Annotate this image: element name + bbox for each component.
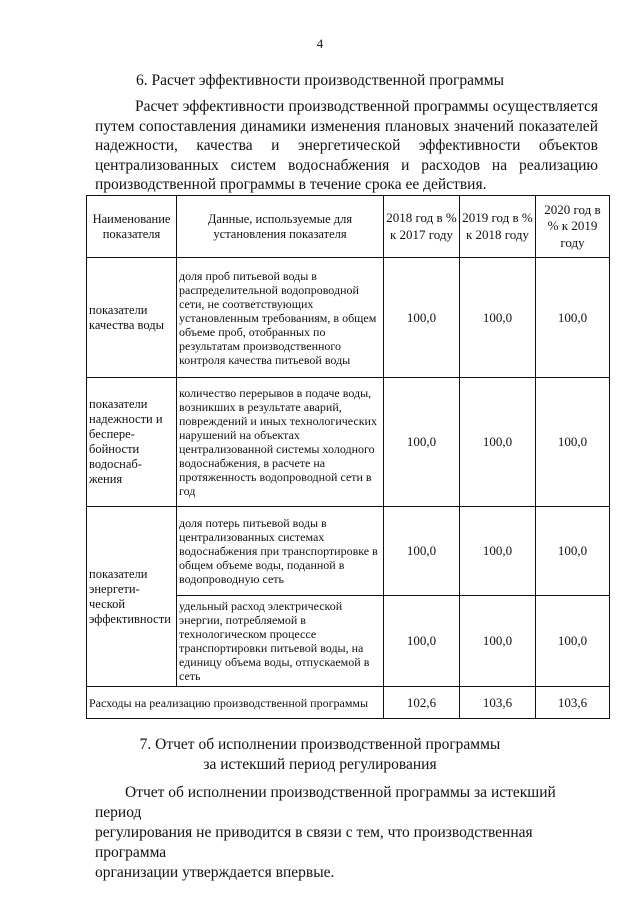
value-2020: 100,0: [536, 507, 610, 596]
paragraph-line: Отчет об исполнении производственной программы за истекший период: [95, 784, 556, 821]
header-data: Данные, используемые для установления показателя: [177, 196, 384, 258]
value-2020: 103,6: [536, 687, 610, 719]
value-2018: 100,0: [384, 258, 460, 378]
paragraph-line: Расчет эффективности производственной программы осуществляется: [135, 98, 598, 115]
section-7-paragraph: [95, 783, 598, 883]
paragraph-line: путем сопоставления динамики изменения плановых значений показателей: [95, 117, 598, 135]
value-2018: 100,0: [384, 378, 460, 507]
group-energy: показатели энергети-ческой эффективности: [87, 507, 177, 687]
table-row: [87, 507, 610, 596]
paragraph-line: надежности, качества и энергетической эффективности объектов: [95, 137, 598, 154]
paragraph-line: организации утверждается впервые.: [95, 864, 335, 881]
expenses-label: Расходы на реализацию производственной программы: [87, 687, 384, 719]
value-2019: 103,6: [460, 687, 536, 719]
table-row-expenses: [87, 687, 610, 719]
table-row: [87, 258, 610, 378]
row-description: доля проб питьевой воды в распределительной водопроводной сети, не соответствующих установленным требованиям, в общем объеме проб, отобранных по результатам производственного контроля качества питьевой воды: [177, 258, 384, 378]
value-2018: 100,0: [384, 507, 460, 596]
section-7-title-line: 7. Отчет об исполнении производственной программы: [139, 736, 501, 753]
value-2019: 100,0: [460, 378, 536, 507]
header-2020: 2020 год в % к 2019 году: [536, 196, 610, 258]
table-header-row: [87, 196, 610, 258]
row-description: количество перерывов в подаче воды, возникших в результате аварий, повреждений и иных технологических нарушений на объектах централизованной системы холодного водоснабжения, в расчете на протяженность водопроводной сети в год: [177, 378, 384, 507]
group-reliability: показатели надежности и беспере-бойности водоснаб-жения: [87, 378, 177, 507]
section-7-title-line: за истекший период регулирования: [203, 756, 437, 773]
value-2020: 100,0: [536, 596, 610, 687]
row-description: доля потерь питьевой воды в централизованных системах водоснабжения при транспортировке в общем объеме воды, поданной в водопроводную сеть: [177, 507, 384, 596]
value-2019: 100,0: [460, 596, 536, 687]
value-2019: 100,0: [460, 507, 536, 596]
value-2020: 100,0: [536, 378, 610, 507]
section-6-paragraph: [95, 97, 598, 195]
section-6-title: 6. Расчет эффективности производственной программы: [136, 72, 504, 89]
value-2018: 100,0: [384, 596, 460, 687]
paragraph-line: регулирования не приводится в связи с тем, что производственная программа: [95, 824, 533, 861]
group-quality: показатели качества воды: [87, 258, 177, 378]
header-2019: 2019 год в % к 2018 году: [460, 196, 536, 258]
value-2020: 100,0: [536, 258, 610, 378]
table-row: [87, 378, 610, 507]
section-7-title: [0, 735, 640, 775]
indicators-table: [86, 195, 610, 719]
header-name: Наименование показателя: [87, 196, 177, 258]
paragraph-line: производственной программы в течение срока ее действия.: [95, 176, 487, 193]
value-2018: 102,6: [384, 687, 460, 719]
header-2018: 2018 год в % к 2017 году: [384, 196, 460, 258]
page-number: 4: [316, 36, 324, 51]
row-description: удельный расход электрической энергии, потребляемой в технологическом процессе транспортировки питьевой воды, на единицу объема воды, отпускаемой в сеть: [177, 596, 384, 687]
paragraph-line: централизованных систем водоснабжения и расходов на реализацию: [95, 156, 598, 174]
value-2019: 100,0: [460, 258, 536, 378]
